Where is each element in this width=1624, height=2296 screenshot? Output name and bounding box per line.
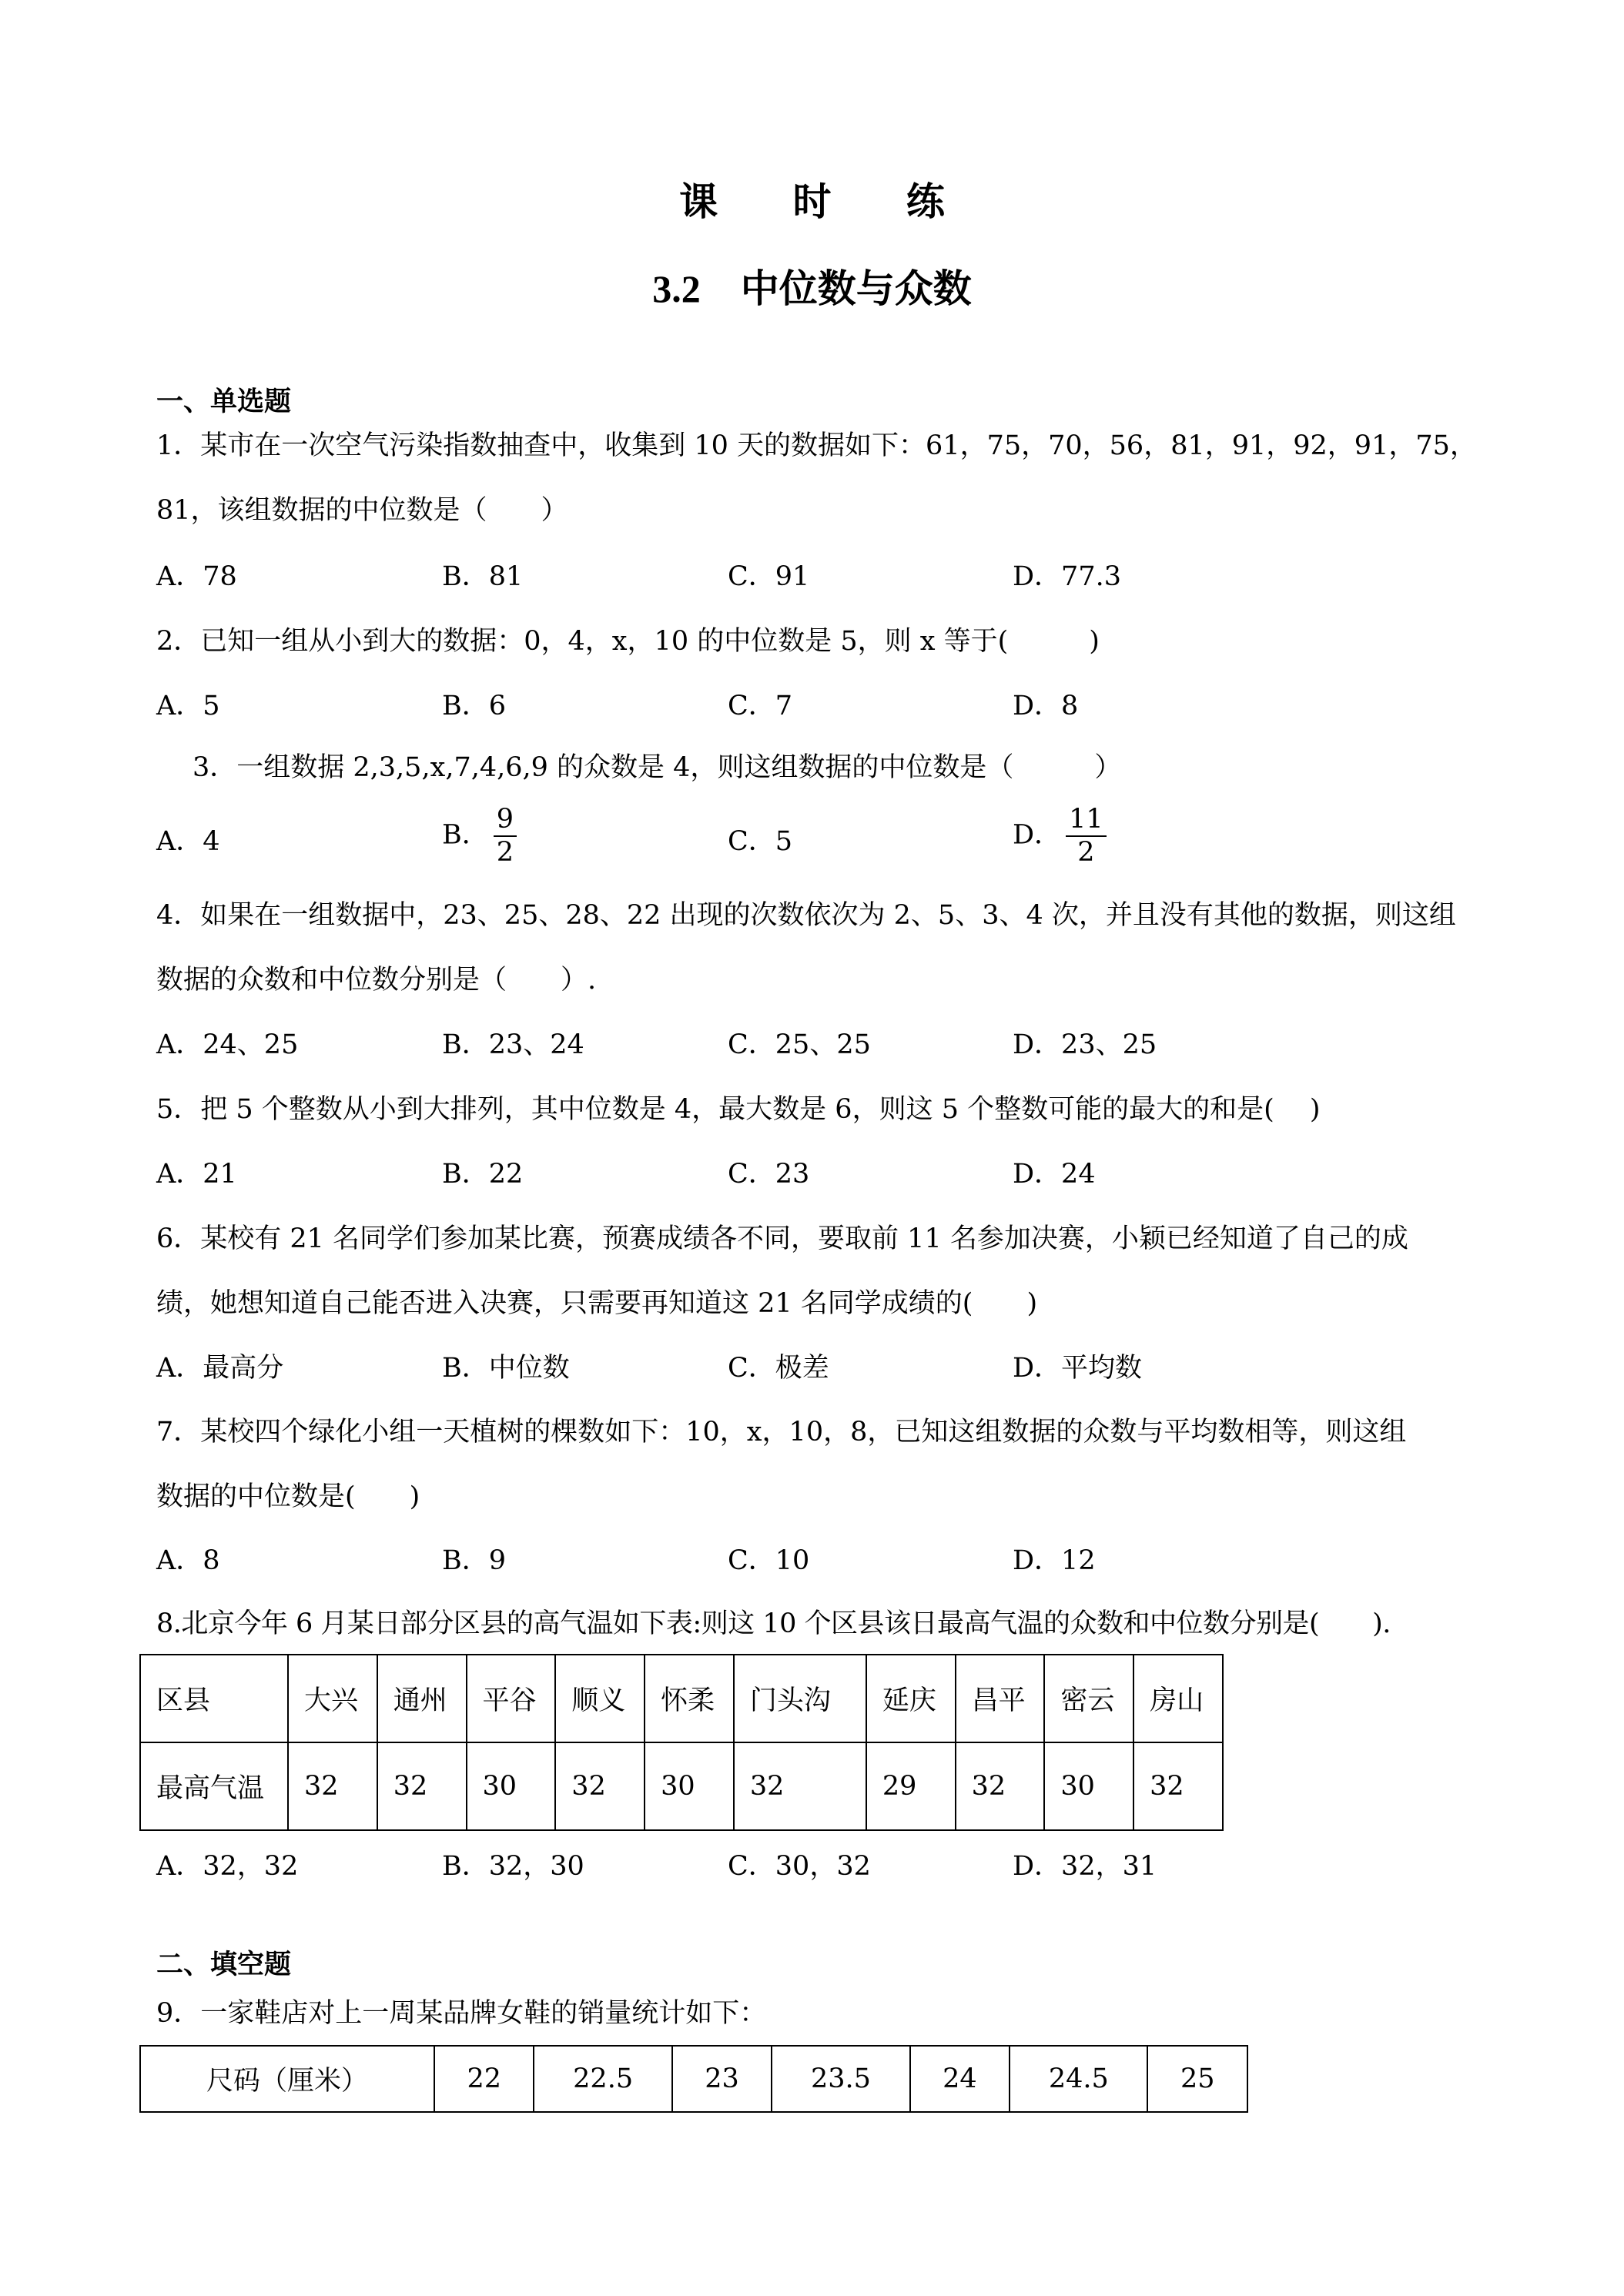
q8-option-c: C．30，32: [728, 1851, 871, 1882]
table-cell: 32: [377, 1742, 467, 1830]
q6-option-d: D．平均数: [1013, 1353, 1143, 1384]
q2-option-c: C．7: [728, 691, 793, 721]
q3-option-c: C．5: [728, 826, 793, 857]
question-5-line-1: 5．把 5 个整数从小到大排列，其中位数是 4，最大数是 6，则这 5 个整数可能的最大的和是( ): [156, 1094, 1321, 1125]
fraction: [1066, 804, 1107, 869]
table-row: [140, 1655, 1223, 1742]
q7-option-d: D．12: [1013, 1545, 1096, 1576]
table-cell: 密云: [1044, 1655, 1133, 1742]
table-cell: 尺码（厘米）: [140, 2046, 434, 2112]
q4-option-b: B．23、24: [442, 1029, 584, 1060]
question-6-line-1: 6．某校有 21 名同学们参加某比赛，预赛成绩各不同，要取前 11 名参加决赛，小颖已经知道了自己的成: [156, 1223, 1408, 1254]
q8-option-d: D．32，31: [1013, 1851, 1157, 1882]
question-9-line-1: 9．一家鞋店对上一周某品牌女鞋的销量统计如下：: [156, 1998, 767, 2029]
table-cell: 昌平: [956, 1655, 1045, 1742]
table-cell: 平谷: [467, 1655, 556, 1742]
q4-option-c: C．25、25: [728, 1029, 871, 1060]
page-title: 课 时 练: [679, 179, 976, 224]
question-2-line-1: 2．已知一组从小到大的数据：0，4，x，10 的中位数是 5，则 x 等于( ): [156, 626, 1100, 657]
table-cell: 24.5: [1010, 2046, 1147, 2112]
q4-option-d: D．23、25: [1013, 1029, 1157, 1060]
question-1-line-2: 81，该组数据的中位数是（ ）: [156, 495, 568, 526]
table-cell: 32: [288, 1742, 377, 1830]
q1-option-a: A．78: [156, 561, 237, 592]
q2-option-a: A．5: [156, 691, 220, 721]
table-cell: 23.5: [772, 2046, 909, 2112]
section-heading-single-choice: 一、单选题: [156, 386, 292, 417]
q5-option-c: C．23: [728, 1159, 810, 1190]
table-cell: 怀柔: [645, 1655, 734, 1742]
q7-option-c: C．10: [728, 1545, 810, 1576]
denominator: 2: [1077, 836, 1095, 868]
table-cell: 房山: [1133, 1655, 1223, 1742]
section-number: 3.2: [652, 267, 701, 310]
question-1-line-1: 1．某市在一次空气污染指数抽查中，收集到 10 天的数据如下：61，75，70，56，81，91，92，91，75，: [156, 430, 1477, 461]
table-cell: 24: [910, 2046, 1010, 2112]
table-cell: 大兴: [288, 1655, 377, 1742]
table-cell: 22: [434, 2046, 534, 2112]
question-4-line-2: 数据的众数和中位数分别是（ ）.: [156, 965, 597, 996]
q7-option-a: A．8: [156, 1545, 220, 1576]
q5-option-b: B．22: [442, 1159, 524, 1190]
table-cell: 最高气温: [140, 1742, 288, 1830]
table-cell: 通州: [377, 1655, 467, 1742]
page-subtitle: [0, 258, 1624, 313]
table-cell: 区县: [140, 1655, 288, 1742]
question-7-line-1: 7．某校四个绿化小组一天植树的棵数如下：10，x，10，8，已知这组数据的众数与平均数相等，则这组: [156, 1417, 1407, 1448]
q3-option-d: [1013, 804, 1107, 869]
q3-option-a: A．4: [156, 826, 220, 857]
table-cell: 22.5: [534, 2046, 671, 2112]
q6-option-b: B．中位数: [442, 1353, 570, 1384]
table-row: [140, 1742, 1223, 1830]
q6-option-a: A．最高分: [156, 1353, 284, 1384]
table-cell: 25: [1147, 2046, 1247, 2112]
question-4-line-1: 4．如果在一组数据中，23、25、28、22 出现的次数依次为 2、5、3、4 次，并且没有其他的数据，则这组: [156, 900, 1456, 931]
q5-option-d: D．24: [1013, 1159, 1096, 1190]
table-cell: 32: [734, 1742, 866, 1830]
q8-option-a: A．32，32: [156, 1851, 299, 1882]
q3-option-b-label: B．: [442, 819, 489, 851]
table-cell: 23: [672, 2046, 772, 2112]
question-6-line-2: 绩，她想知道自己能否进入决赛，只需要再知道这 21 名同学成绩的( ): [156, 1288, 1038, 1319]
table-cell: 30: [1044, 1742, 1133, 1830]
q1-option-c: C．91: [728, 561, 810, 592]
fraction: [494, 804, 517, 869]
section-title: 中位数与众数: [740, 266, 972, 311]
question-8-line-1: 8.北京今年 6 月某日部分区县的高气温如下表:则这 10 个区县该日最高气温的众数和中位数分别是( ).: [156, 1608, 1391, 1639]
table-cell: 顺义: [555, 1655, 645, 1742]
question-7-line-2: 数据的中位数是( ): [156, 1481, 420, 1512]
q2-option-d: D．8: [1013, 691, 1079, 721]
table-cell: 32: [1133, 1742, 1223, 1830]
q6-option-c: C．极差: [728, 1353, 829, 1384]
q5-option-a: A．21: [156, 1159, 237, 1190]
q3-option-b: [442, 804, 517, 869]
table-cell: 32: [956, 1742, 1045, 1830]
q1-option-d: D．77.3: [1013, 561, 1121, 592]
q1-option-b: B．81: [442, 561, 524, 592]
section-heading-fill-blank: 二、填空题: [156, 1949, 292, 1980]
q8-option-b: B．32，30: [442, 1851, 584, 1882]
table-row: [140, 2046, 1247, 2112]
denominator: 2: [496, 836, 514, 868]
shoe-size-table: [139, 2045, 1248, 2113]
temperature-table: [139, 1654, 1224, 1831]
table-cell: 30: [645, 1742, 734, 1830]
q2-option-b: B．6: [442, 691, 506, 721]
numerator: 9: [494, 804, 517, 837]
table-cell: 延庆: [866, 1655, 956, 1742]
q3-option-d-label: D．: [1013, 819, 1062, 851]
q4-option-a: A．24、25: [156, 1029, 299, 1060]
question-3-line-1: 3．一组数据 2,3,5,x,7,4,6,9 的众数是 4，则这组数据的中位数是（ ）: [193, 752, 1122, 783]
table-cell: 29: [866, 1742, 956, 1830]
numerator: 11: [1066, 804, 1107, 837]
table-cell: 32: [555, 1742, 645, 1830]
table-cell: 30: [467, 1742, 556, 1830]
table-cell: 门头沟: [734, 1655, 866, 1742]
q7-option-b: B．9: [442, 1545, 506, 1576]
